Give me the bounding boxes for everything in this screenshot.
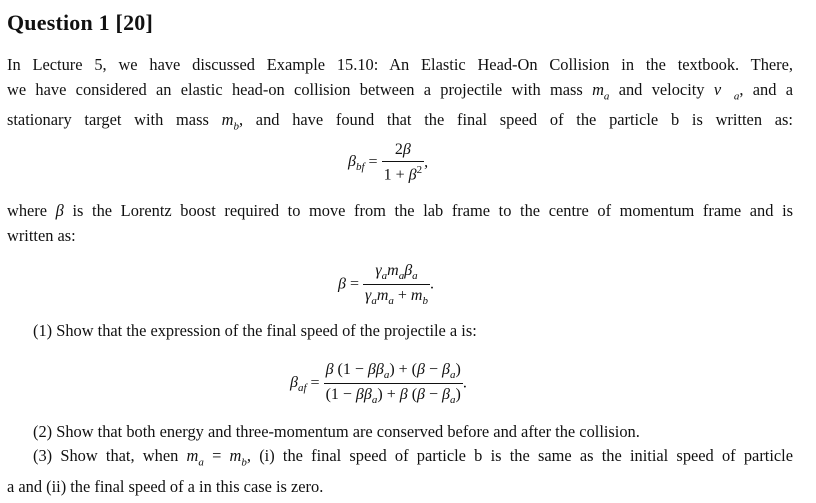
- eq1-lhs: $\beta_{bf}$: [348, 152, 365, 173]
- eq1-equals: =: [368, 153, 378, 171]
- eq2-denominator: $\gamma_am_a + m_b$: [365, 287, 428, 308]
- equation-beta-af: [290, 361, 467, 406]
- eq1-denominator: $1 + \beta^2$: [383, 164, 423, 184]
- eq3-numerator: β $(1 - \beta\beta_a) + (\beta - \beta_a)$: [324, 361, 463, 384]
- intro-line-2: we have considered an elastic head-on collision between a projectile with mass $m_a$ and velocity $v⃗_a$, and a: [7, 79, 794, 102]
- eq3-fraction: [324, 361, 463, 406]
- where-line-1: where β is the Lorentz boost required to move from the lab frame to the centre of momentum frame and is: [7, 201, 794, 220]
- eq1-fraction: [382, 141, 425, 184]
- q3-line-2: a and (ii) the final speed of a in this case is zero.: [7, 476, 324, 496]
- eq3-lhs: $\beta_{af}$: [290, 373, 307, 394]
- question-part-2: (2) Show that both energy and three-momentum are conserved before and after the collision.: [33, 422, 640, 441]
- where-line-2: written as:: [7, 225, 76, 245]
- eq3-punct: .: [462, 374, 467, 392]
- equation-beta: [338, 262, 434, 307]
- eq2-equals: =: [349, 275, 359, 293]
- question-part-1: (1) Show that the expression of the final speed of the projectile a is:: [33, 321, 477, 340]
- eq2-punct: .: [429, 275, 434, 293]
- eq1-punct: ,: [424, 153, 429, 171]
- intro-paragraph: [7, 53, 793, 139]
- where-paragraph: [7, 199, 793, 248]
- intro-line-3: stationary target with mass $m_b$, and have found that the final speed of the particle b is written as:: [7, 110, 793, 133]
- question-part-3: [7, 444, 793, 499]
- q3-line-1: (3) Show that, when $m_a = m_b$, (i) the final speed of particle b is the same as the initial speed of particle: [33, 446, 793, 469]
- equation-beta-bf: [348, 141, 428, 184]
- question-title: Question 1 [20]: [7, 10, 153, 35]
- eq2-numerator: $\gamma_am_a\beta_a$: [363, 262, 430, 285]
- eq3-denominator: $(1 - \beta\beta_a) + \beta$ $(\beta - \beta_a)$: [325, 386, 461, 407]
- eq2-lhs: β: [338, 275, 346, 293]
- eq3-equals: =: [310, 374, 320, 392]
- intro-line-1: In Lecture 5, we have discussed Example 15.10: An Elastic Head-On Collision in the textbook. There,: [7, 55, 793, 74]
- eq2-fraction: [363, 262, 430, 307]
- eq1-numerator: 2β: [382, 141, 425, 162]
